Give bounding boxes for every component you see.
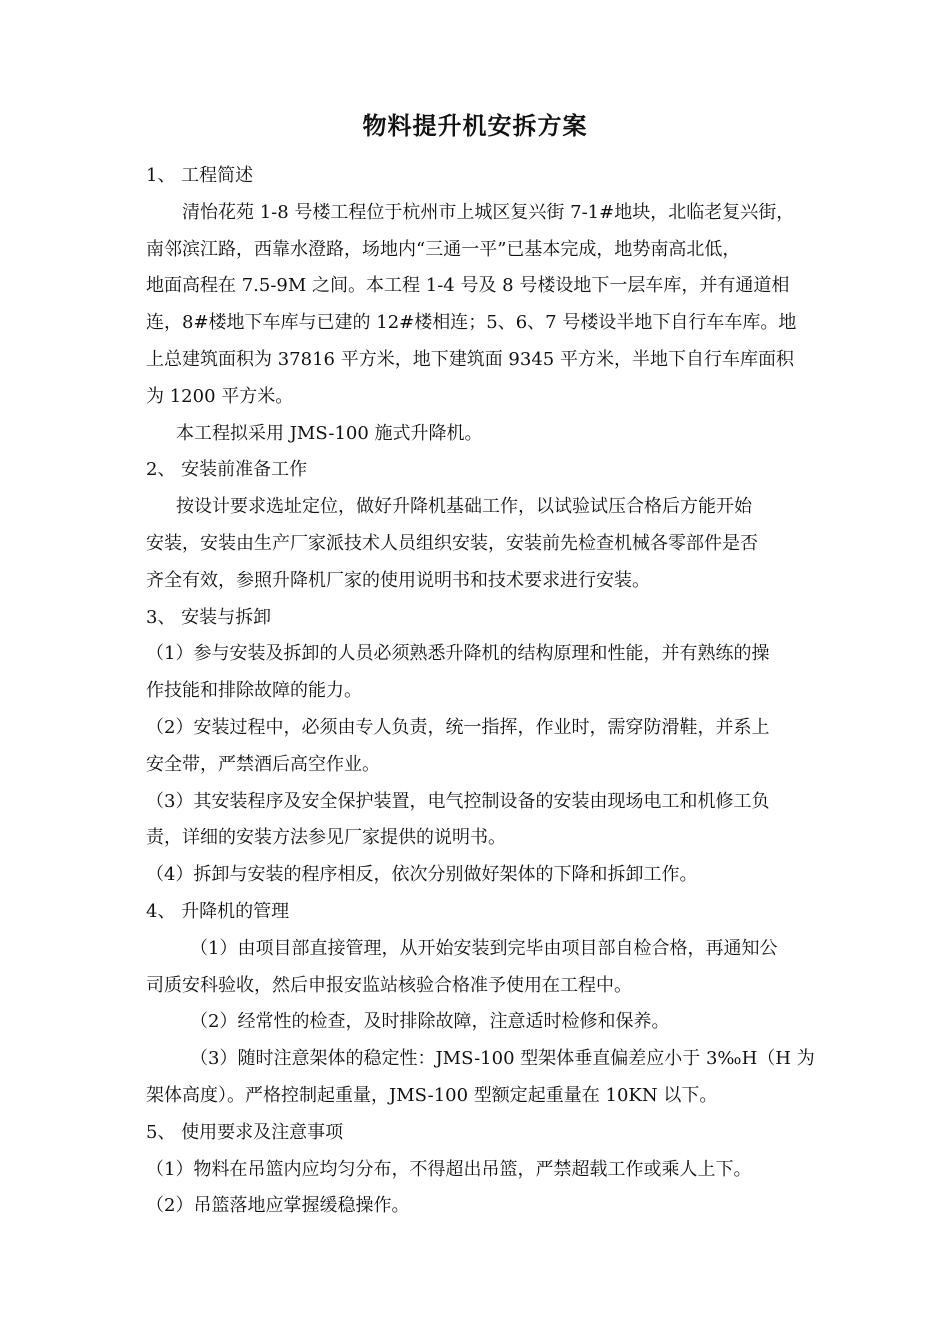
list-item-line: 司质安科验收，然后申报安监站核验合格准予使用在工程中。 bbox=[146, 975, 632, 996]
paragraph-line: 按设计要求选址定位，做好升降机基础工作，以试验试压合格后方能开始 bbox=[176, 496, 752, 517]
list-item-line: （1）物料在吊篮内应均匀分布，不得超出吊篮，严禁超载工作或乘人上下。 bbox=[146, 1159, 752, 1180]
section-heading-2: 2、 安装前准备工作 bbox=[146, 459, 308, 480]
list-item-line: （4）拆卸与安装的程序相反，依次分别做好架体的下降和拆卸工作。 bbox=[146, 864, 698, 885]
paragraph-line: 齐全有效，参照升降机厂家的使用说明书和技术要求进行安装。 bbox=[146, 570, 650, 591]
section-heading-3: 3、 安装与拆卸 bbox=[146, 607, 272, 628]
list-item-line: 架体高度）。严格控制起重量，JMS-100 型额定起重量在 10KN 以下。 bbox=[146, 1085, 718, 1106]
list-item-line: （2）吊篮落地应掌握缓稳操作。 bbox=[146, 1195, 410, 1216]
document-title: 物料提升机安拆方案 bbox=[362, 111, 588, 140]
section-heading-4: 4、 升降机的管理 bbox=[146, 901, 290, 922]
paragraph-line: 安装，安装由生产厂家派技术人员组织安装，安装前先检查机械各零部件是否 bbox=[146, 533, 758, 554]
paragraph-line: 为 1200 平方米。 bbox=[146, 386, 294, 407]
paragraph-line: 连，8#楼地下车库与已建的 12#楼相连；5、6、7 号楼设半地下自行车车库。地 bbox=[146, 312, 797, 333]
paragraph-line: 地面高程在 7.5-9M 之间。本工程 1-4 号及 8 号楼设地下一层车库，并有通道相 bbox=[146, 275, 790, 296]
paragraph-line: 南邻滨江路，西靠水澄路，场地内“三通一平”已基本完成，地势南高北低， bbox=[146, 239, 741, 260]
list-item-line: （1）参与安装及拆卸的人员必须熟悉升降机的结构原理和性能，并有熟练的操 bbox=[146, 643, 770, 664]
list-item-line: （3）其安装程序及安全保护装置，电气控制设备的安装由现场电工和机修工负 bbox=[146, 791, 770, 812]
paragraph-line: 本工程拟采用 JMS-100 施式升降机。 bbox=[176, 423, 483, 444]
list-item-line: （1）由项目部直接管理，从开始安装到完毕由项目部自检合格，再通知公 bbox=[190, 938, 778, 959]
list-item-line: （3）随时注意架体的稳定性：JMS-100 型架体垂直偏差应小于 3‰H（H 为 bbox=[190, 1048, 815, 1069]
section-heading-1: 1、 工程简述 bbox=[146, 165, 254, 186]
paragraph-line: 清怡花苑 1-8 号楼工程位于杭州市上城区复兴街 7-1#地块，北临老复兴街， bbox=[182, 202, 795, 223]
section-heading-5: 5、 使用要求及注意事项 bbox=[146, 1122, 344, 1143]
list-item-line: 责，详细的安装方法参见厂家提供的说明书。 bbox=[146, 827, 506, 848]
list-item-line: 作技能和排除故障的能力。 bbox=[146, 680, 362, 701]
list-item-line: 安全带，严禁酒后高空作业。 bbox=[146, 754, 380, 775]
list-item-line: （2）安装过程中，必须由专人负责，统一指挥，作业时，需穿防滑鞋，并系上 bbox=[146, 717, 770, 738]
list-item-line: （2）经常性的检查，及时排除故障，注意适时检修和保养。 bbox=[190, 1011, 670, 1032]
paragraph-line: 上总建筑面积为 37816 平方米，地下建筑面 9345 平方米，半地下自行车库面积 bbox=[146, 349, 794, 370]
